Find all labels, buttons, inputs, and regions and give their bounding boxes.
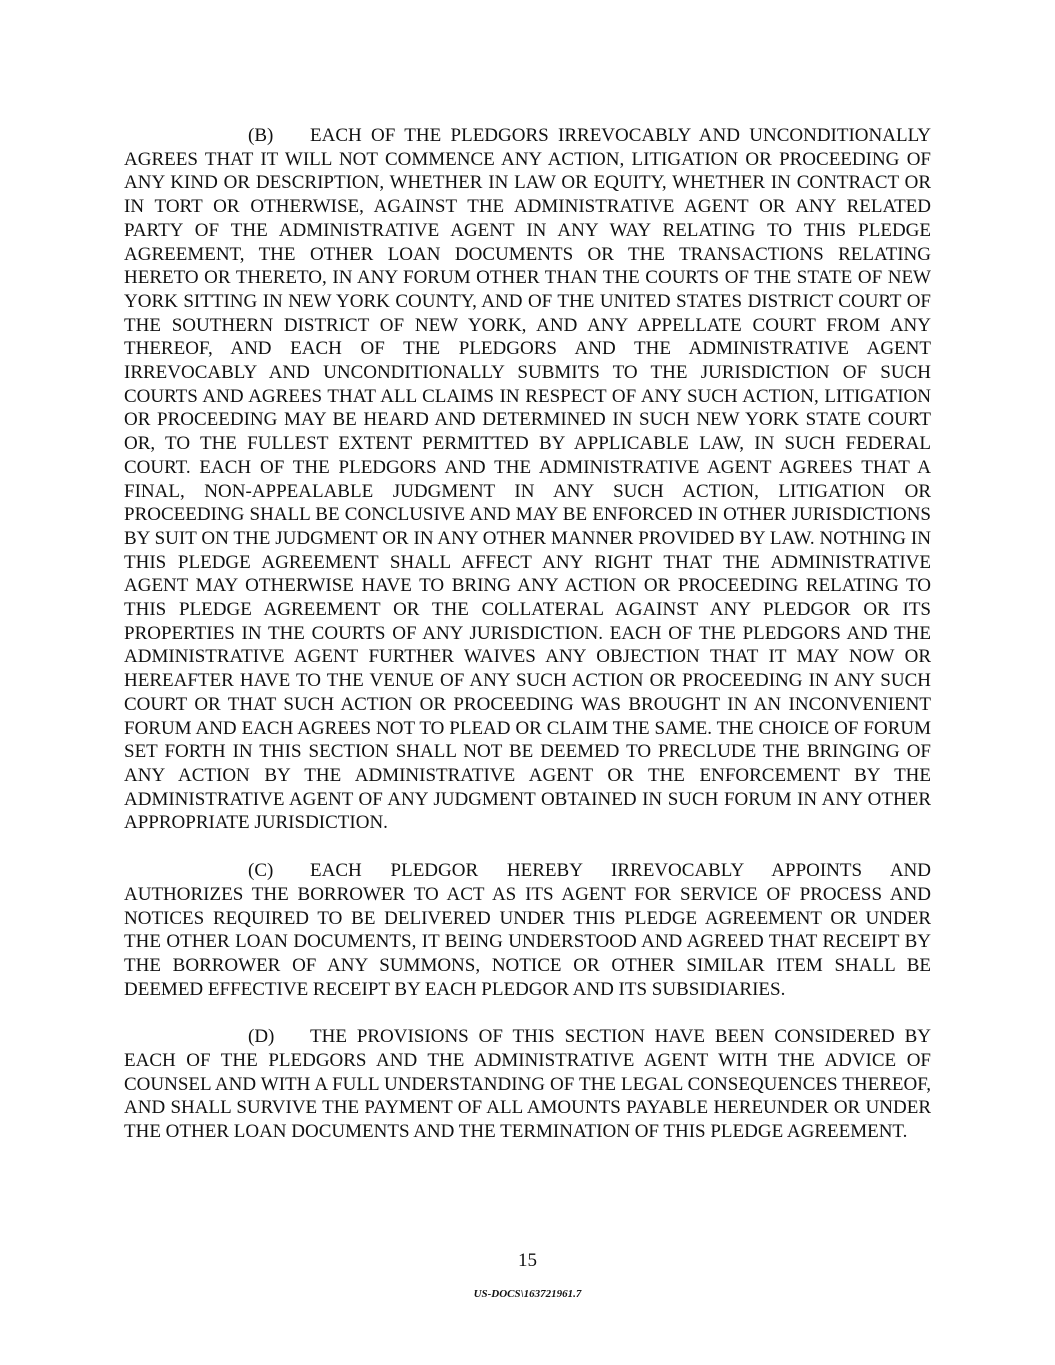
paragraph-text: EACH PLEDGOR HEREBY IRREVOCABLY APPOINTS AND AUTHORIZES THE BORROWER TO ACT AS ITS AGENT FOR SERVICE OF PROCESS AND NOTICES REQUIRED TO BE DELIVERED UNDER THIS PLEDGE AGREEMENT OR UNDER THE OTHER LOAN DOCUMENTS, IT BEING UNDERSTOOD AND AGREED THAT RECEIPT BY THE BORROWER OF ANY SUMMONS, NOTICE OR OTHER SIMILAR ITEM SHALL BE DEEMED EFFECTIVE RECEIPT BY EACH PLEDGOR AND ITS SUBSIDIARIES.: [124, 860, 931, 1000]
paragraph-text: THE PROVISIONS OF THIS SECTION HAVE BEEN CONSIDERED BY EACH OF THE PLEDGORS AND THE ADMINISTRATIVE AGENT WITH THE ADVICE OF COUNSEL AND WITH A FULL UNDERSTANDING OF THE LEGAL CONSEQUENCES THEREOF, AND SHALL SURVIVE THE PAYMENT OF ALL AMOUNTS PAYABLE HEREUNDER OR UNDER THE OTHER LOAN DOCUMENTS AND THE TERMINATION OF THIS PLEDGE AGREEMENT.: [124, 1026, 931, 1143]
paragraph-d: [124, 1025, 931, 1144]
paragraph-marker: (C): [248, 860, 274, 882]
document-body: [124, 124, 931, 1168]
paragraph-marker: (B): [248, 125, 274, 146]
page-number: 15: [518, 1250, 537, 1271]
paragraph-text: EACH OF THE PLEDGORS IRREVOCABLY AND UNCONDITIONALLY AGREES THAT IT WILL NOT COMMENCE ANY ACTION, LITIGATION OR PROCEEDING OF ANY KIND OR DESCRIPTION, WHETHER IN LAW OR EQUITY, WHETHER IN CONTRACT OR IN TORT OR OTHERWISE, AGAINST THE ADMINISTRATIVE AGENT OR ANY RELATED PARTY OF THE ADMINISTRATIVE AGENT IN ANY WAY RELATING TO THIS PLEDGE AGREEMENT, THE OTHER LOAN DOCUMENTS OR THE TRANSACTIONS RELATING HERETO OR THERETO, IN ANY FORUM OTHER THAN THE COURTS OF THE STATE OF NEW YORK SITTING IN NEW YORK COUNTY, AND OF THE UNITED STATES DISTRICT COURT OF THE SOUTHERN DISTRICT OF NEW YORK, AND ANY APPELLATE COURT FROM ANY THEREOF, AND EACH OF THE PLEDGORS AND THE ADMINISTRATIVE AGENT IRREVOCABLY AND UNCONDITIONALLY SUBMITS TO THE JURISDICTION OF SUCH COURTS AND AGREES THAT ALL CLAIMS IN RESPECT OF ANY SUCH ACTION, LITIGATION OR PROCEEDING MAY BE HEARD AND DETERMINED IN SUCH NEW YORK STATE COURT OR, TO THE FULLEST EXTENT PERMITTED BY APPLICABLE LAW, IN SUCH FEDERAL COURT. EACH OF THE PLEDGORS AND THE ADMINISTRATIVE AGENT AGREES THAT A FINAL, NON-APPEALABLE JUDGMENT IN ANY SUCH ACTION, LITIGATION OR PROCEEDING SHALL BE CONCLUSIVE AND MAY BE ENFORCED IN OTHER JURISDICTIONS BY SUIT ON THE JUDGMENT OR IN ANY OTHER MANNER PROVIDED BY LAW. NOTHING IN THIS PLEDGE AGREEMENT SHALL AFFECT ANY RIGHT THAT THE ADMINISTRATIVE AGENT MAY OTHERWISE HAVE TO BRING ANY ACTION OR PROCEEDING RELATING TO THIS PLEDGE AGREEMENT OR THE COLLATERAL AGAINST ANY PLEDGOR OR ITS PROPERTIES IN THE COURTS OF ANY JURISDICTION. EACH OF THE PLEDGORS AND THE ADMINISTRATIVE AGENT FURTHER WAIVES ANY OBJECTION THAT IT MAY NOW OR HEREAFTER HAVE TO THE VENUE OF ANY SUCH ACTION OR PROCEEDING IN ANY SUCH COURT OR THAT SUCH ACTION OR PROCEEDING WAS BROUGHT IN AN INCONVENIENT FORUM AND EACH AGREES NOT TO PLEAD OR CLAIM THE SAME. THE CHOICE OF FORUM SET FORTH IN THIS SECTION SHALL NOT BE DEEMED TO PRECLUDE THE BRINGING OF ANY ACTION BY THE ADMINISTRATIVE AGENT OR THE ENFORCEMENT BY THE ADMINISTRATIVE AGENT OF ANY JUDGMENT OBTAINED IN SUCH FORUM IN ANY OTHER APPROPRIATE JURISDICTION.: [124, 125, 931, 834]
document-id: US-DOCS\163721961.7: [473, 1288, 582, 1300]
paragraph-c: [124, 859, 931, 1001]
paragraph-b: [124, 124, 931, 835]
paragraph-marker: (D): [248, 1026, 275, 1048]
